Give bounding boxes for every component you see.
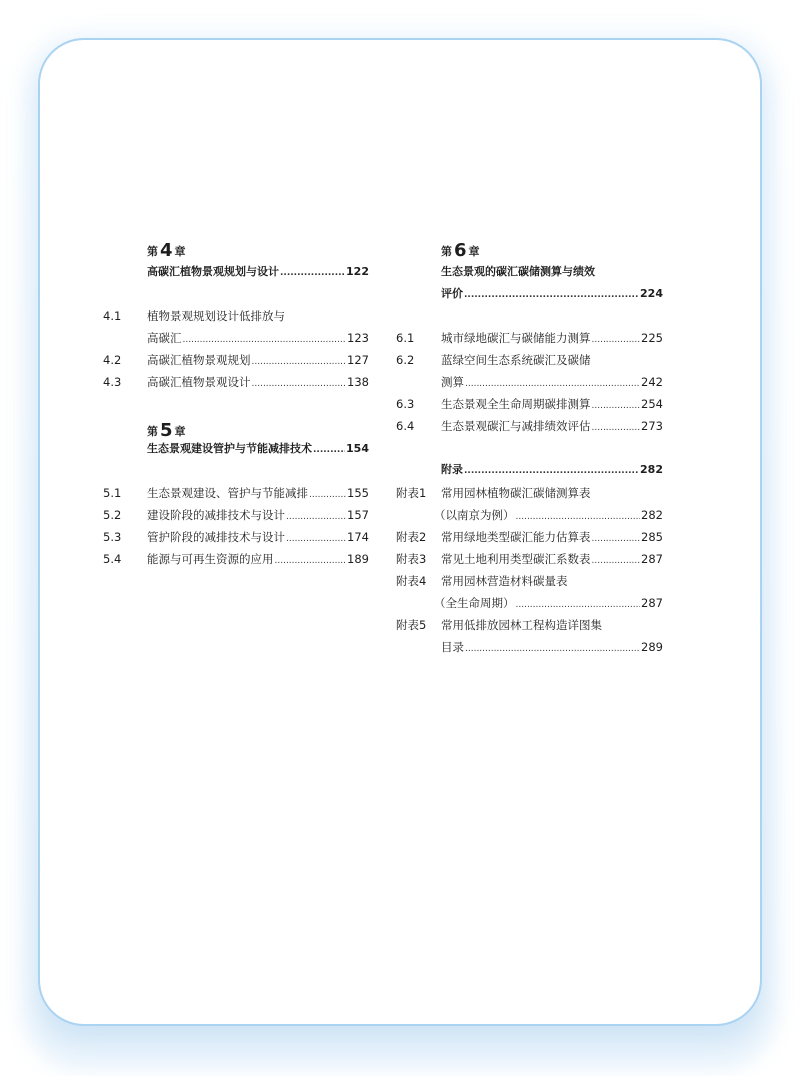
entry-title: （全生命周期） (434, 596, 515, 610)
entry-title: 高碳汇植物景观规划 (147, 353, 251, 367)
appendix-number: 附表3 (396, 552, 427, 566)
leader-dots (286, 527, 346, 549)
leader-dots (313, 439, 345, 460)
entry-title: 常用园林营造材料碳量表 (441, 574, 568, 588)
page-number: 224 (640, 287, 663, 300)
page-number: 157 (347, 508, 369, 522)
leader-dots (252, 372, 347, 394)
leader-dots (516, 505, 641, 527)
appendix-title: 附录 (441, 463, 463, 476)
section-number: 5.4 (103, 552, 122, 566)
section-number: 6.1 (396, 331, 415, 345)
entry-title: 城市绿地碳汇与碳储能力测算 (441, 331, 591, 345)
chapter-4-title-row[interactable] (147, 262, 369, 282)
page-number: 289 (641, 640, 663, 654)
chapter-4-label (147, 240, 186, 262)
entry-title: 常用低排放园林工程构造详图集 (441, 618, 602, 632)
toc-entry[interactable] (441, 637, 663, 657)
section-number: 4.3 (103, 375, 122, 389)
page-number: 154 (346, 442, 369, 455)
appendix-title-row[interactable] (441, 460, 663, 480)
section-number: 4.1 (103, 309, 122, 323)
page-number: 287 (641, 552, 663, 566)
entry-title: 常用绿地类型碳汇能力估算表 (441, 530, 591, 544)
chapter-6-title-row[interactable] (441, 284, 663, 304)
entry-title: 常用园林植物碳汇碳储测算表 (441, 486, 591, 500)
leader-dots (183, 328, 347, 350)
leader-dots (592, 527, 641, 549)
entry-title: 蓝绿空间生态系统碳汇及碳储 (441, 353, 591, 367)
appendix-number: 附表2 (396, 530, 427, 544)
chapter-title: 评价 (441, 287, 463, 300)
toc-entry[interactable] (147, 483, 369, 503)
leader-dots (592, 549, 641, 571)
entry-title: 生态景观建设、管护与节能减排 (147, 486, 308, 500)
page-number: 242 (641, 375, 663, 389)
toc-entry[interactable] (147, 527, 369, 547)
section-number: 6.2 (396, 353, 415, 367)
leader-dots (464, 460, 639, 481)
page-number: 282 (640, 463, 663, 476)
entry-title: 常见土地利用类型碳汇系数表 (441, 552, 591, 566)
section-number: 4.2 (103, 353, 122, 367)
page-number: 122 (346, 265, 369, 278)
toc-entry[interactable] (441, 416, 663, 436)
entry-title: 建设阶段的减排技术与设计 (147, 508, 285, 522)
entry-title: 高碳汇 (147, 331, 182, 345)
leader-dots (280, 262, 345, 283)
chapter-suffix: 章 (468, 245, 480, 258)
toc-entry-line[interactable] (147, 306, 285, 326)
toc-entry[interactable] (147, 505, 369, 525)
leader-dots (275, 549, 347, 571)
toc-entry-line[interactable] (441, 615, 602, 635)
page-number: 282 (641, 508, 663, 522)
chapter-title: 生态景观建设管护与节能减排技术 (147, 442, 312, 455)
chapter-prefix: 第 (441, 245, 452, 258)
chapter-6-label (441, 240, 480, 262)
page-number: 138 (347, 375, 369, 389)
toc-entry-line[interactable] (441, 571, 568, 591)
section-number: 6.4 (396, 419, 415, 433)
toc-entry-line[interactable] (441, 350, 591, 370)
chapter-suffix: 章 (174, 425, 186, 438)
entry-title: 能源与可再生资源的应用 (147, 552, 274, 566)
page-number: 189 (347, 552, 369, 566)
leader-dots (465, 372, 640, 394)
chapter-title: 高碳汇植物景观规划与设计 (147, 265, 279, 278)
entry-title: 目录 (441, 640, 464, 654)
leader-dots (464, 284, 639, 305)
chapter-5-title-row[interactable] (147, 439, 369, 459)
leader-dots (252, 350, 347, 372)
chapter-number: 5 (160, 420, 173, 441)
toc-entry[interactable] (441, 328, 663, 348)
page-number: 123 (347, 331, 369, 345)
leader-dots (286, 505, 346, 527)
page-number: 155 (347, 486, 369, 500)
leader-dots (592, 394, 641, 416)
toc-entry[interactable] (441, 372, 663, 392)
entry-title: 高碳汇植物景观设计 (147, 375, 251, 389)
page-number: 174 (347, 530, 369, 544)
leader-dots (592, 328, 641, 350)
toc-entry[interactable] (441, 527, 663, 547)
appendix-number: 附表4 (396, 574, 427, 588)
page-number: 273 (641, 419, 663, 433)
leader-dots (465, 637, 640, 659)
chapter-6-title-line[interactable] (441, 262, 595, 282)
toc-entry[interactable] (147, 328, 369, 348)
appendix-number: 附表1 (396, 486, 427, 500)
chapter-number: 4 (160, 240, 173, 261)
page-number: 254 (641, 397, 663, 411)
entry-title: （以南京为例） (434, 508, 515, 522)
toc-entry[interactable] (434, 505, 663, 525)
page-number: 127 (347, 353, 369, 367)
entry-title: 植物景观规划设计低排放与 (147, 309, 285, 323)
entry-title: 管护阶段的减排技术与设计 (147, 530, 285, 544)
section-number: 5.1 (103, 486, 122, 500)
leader-dots (516, 593, 641, 615)
page-number: 225 (641, 331, 663, 345)
section-number: 5.3 (103, 530, 122, 544)
toc-entry[interactable] (441, 394, 663, 414)
page-number: 287 (641, 596, 663, 610)
appendix-number: 附表5 (396, 618, 427, 632)
section-number: 5.2 (103, 508, 122, 522)
leader-dots (592, 416, 641, 438)
toc-entry[interactable] (147, 372, 369, 392)
chapter-number: 6 (454, 240, 467, 261)
toc-entry[interactable] (441, 549, 663, 569)
chapter-suffix: 章 (174, 245, 186, 258)
entry-title: 生态景观碳汇与减排绩效评估 (441, 419, 591, 433)
chapter-prefix: 第 (147, 245, 158, 258)
toc-entry[interactable] (147, 549, 369, 569)
toc-entry[interactable] (434, 593, 663, 613)
chapter-prefix: 第 (147, 425, 158, 438)
entry-title: 测算 (441, 375, 464, 389)
leader-dots (309, 483, 346, 505)
page-number: 285 (641, 530, 663, 544)
toc-entry-line[interactable] (441, 483, 591, 503)
chapter-title: 生态景观的碳汇碳储测算与绩效 (441, 265, 595, 278)
entry-title: 生态景观全生命周期碳排测算 (441, 397, 591, 411)
section-number: 6.3 (396, 397, 415, 411)
toc-entry[interactable] (147, 350, 369, 370)
